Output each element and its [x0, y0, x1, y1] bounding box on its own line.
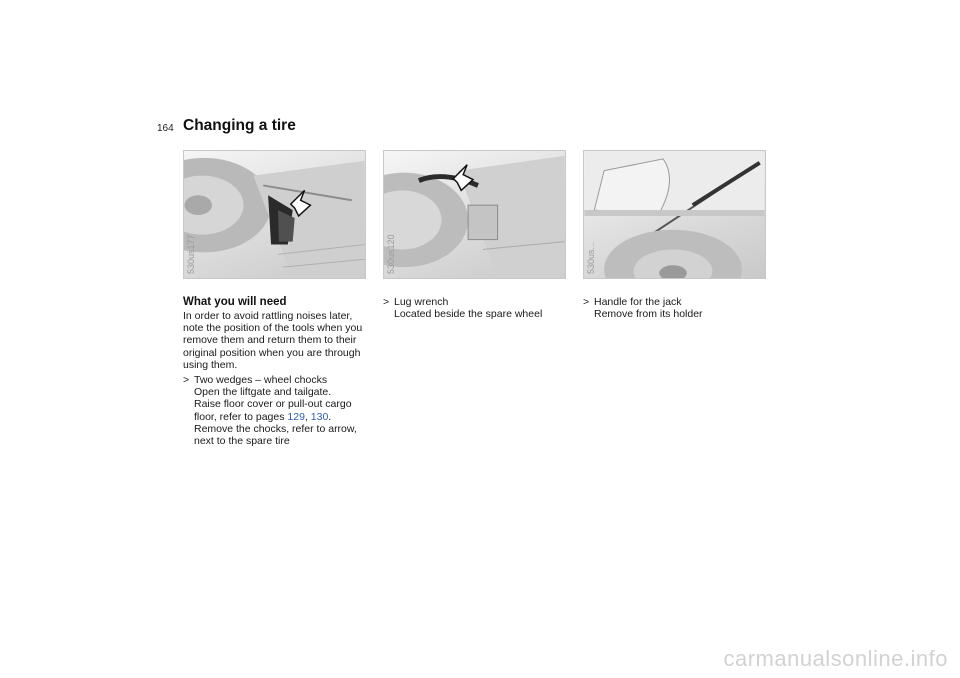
- item-line-suffix: .: [328, 410, 332, 423]
- watermark: carmanualsonline.info: [723, 646, 948, 671]
- item-description: Remove from its holder: [594, 308, 703, 321]
- column-lug-wrench: [383, 296, 571, 320]
- wheel-chocks-illustration: [184, 151, 365, 278]
- photo-lug-wrench: [383, 150, 566, 279]
- section-heading: What you will need: [183, 296, 287, 308]
- bullet-arrow-icon: >: [183, 374, 190, 387]
- photo-wheel-chocks: [183, 150, 366, 279]
- photo-jack-handle: [583, 150, 766, 279]
- list-item-wheel-chocks: [183, 374, 371, 447]
- item-description: Located beside the spare wheel: [394, 308, 543, 321]
- intro-text: In order to avoid rattling noises later, note the position of the tools when you remove them and return them to their original position when you are through using them.: [183, 310, 363, 371]
- photo-code: 530us120: [386, 234, 396, 274]
- column-jack-handle: [583, 296, 771, 320]
- item-line: next to the spare tire: [194, 435, 290, 448]
- bullet-arrow-icon: >: [383, 296, 390, 308]
- item-title: Handle for the jack: [594, 296, 682, 308]
- photo-code: 530us177: [186, 234, 196, 274]
- item-line-prefix: floor, refer to pages: [194, 410, 288, 423]
- jack-handle-illustration: [584, 151, 765, 278]
- item-title: Lug wrench: [394, 296, 449, 308]
- page-link-129[interactable]: 129: [287, 410, 305, 423]
- link-separator: ,: [304, 410, 311, 423]
- bullet-arrow-icon: >: [583, 296, 590, 308]
- item-line: Raise floor cover or pull-out cargo: [194, 398, 352, 411]
- page-title: Changing a tire: [183, 117, 296, 134]
- photo-code: 530us...: [586, 241, 596, 274]
- column-what-you-need: [183, 296, 371, 447]
- lug-wrench-illustration: [384, 151, 565, 278]
- item-line: Open the liftgate and tailgate.: [194, 386, 332, 399]
- page-number: 164: [157, 123, 174, 134]
- page-link-130[interactable]: 130: [310, 410, 329, 423]
- list-item-lug-wrench: [383, 296, 571, 320]
- list-item-jack-handle: [583, 296, 771, 320]
- item-line: Two wedges – wheel chocks: [194, 374, 328, 387]
- item-line: Remove the chocks, refer to arrow,: [194, 422, 357, 435]
